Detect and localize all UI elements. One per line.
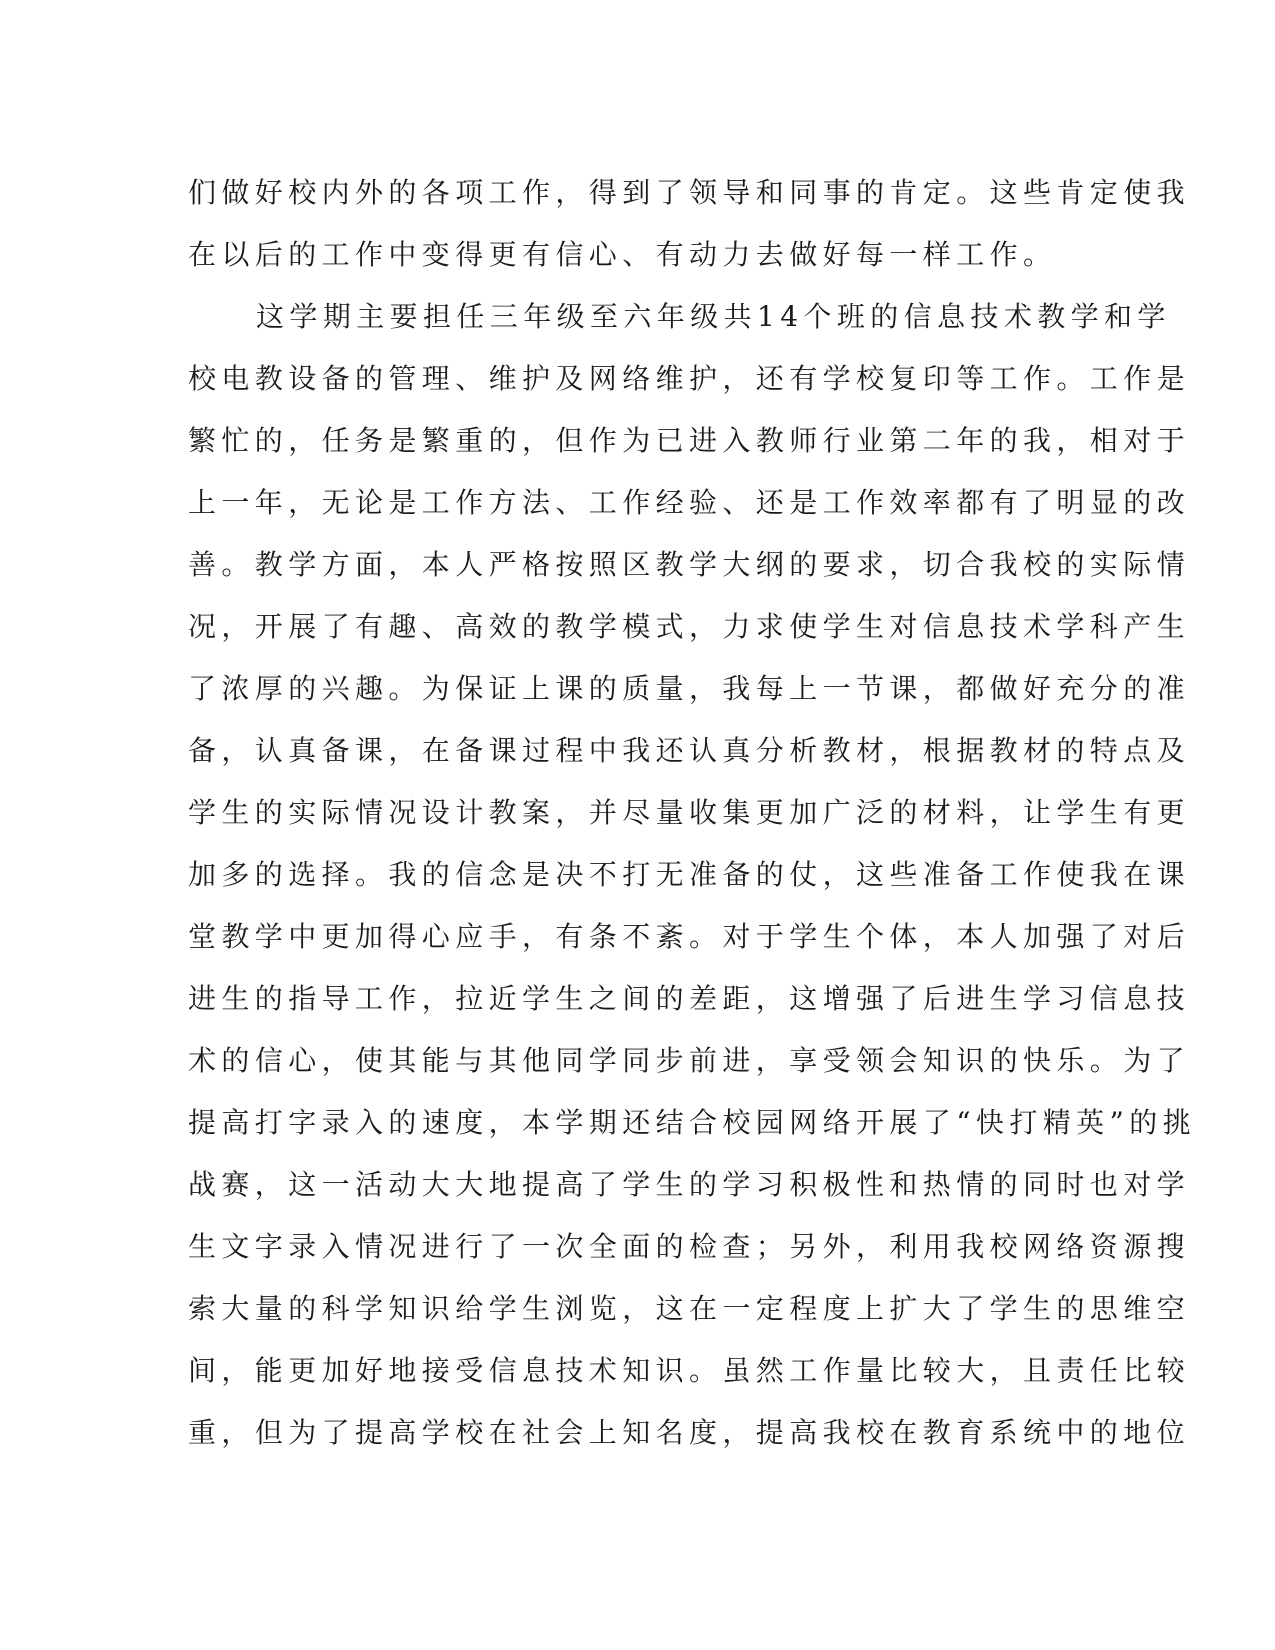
- text-line: 上一年，无论是工作方法、工作经验、还是工作效率都有了明显的改: [188, 486, 1191, 519]
- text-line: 们做好校内外的各项工作，得到了领导和同事的肯定。这些肯定使我: [188, 176, 1191, 209]
- text-line: 学生的实际情况设计教案，并尽量收集更加广泛的材料，让学生有更: [188, 796, 1191, 829]
- text-line: 备，认真备课，在备课过程中我还认真分析教材，根据教材的特点及: [188, 734, 1191, 767]
- text-line: 堂教学中更加得心应手，有条不紊。对于学生个体，本人加强了对后: [188, 920, 1191, 953]
- body-text: [188, 162, 1197, 1464]
- text-line: 索大量的科学知识给学生浏览，这在一定程度上扩大了学生的思维空: [188, 1292, 1191, 1325]
- text-line: 加多的选择。我的信念是决不打无准备的仗，这些准备工作使我在课: [188, 858, 1191, 891]
- text-line: 了浓厚的兴趣。为保证上课的质量，我每上一节课，都做好充分的准: [188, 672, 1191, 705]
- text-line: 善。教学方面，本人严格按照区教学大纲的要求，切合我校的实际情: [188, 548, 1191, 581]
- text-line: 提高打字录入的速度，本学期还结合校园网络开展了“快打精英”的挑: [188, 1106, 1197, 1139]
- text-line: 繁忙的，任务是繁重的，但作为已进入教师行业第二年的我，相对于: [188, 424, 1191, 457]
- text-line: 重，但为了提高学校在社会上知名度，提高我校在教育系统中的地位: [188, 1416, 1191, 1449]
- text-line: 校电教设备的管理、维护及网络维护，还有学校复印等工作。工作是: [188, 362, 1191, 395]
- text-line: 间，能更加好地接受信息技术知识。虽然工作量比较大，且责任比较: [188, 1354, 1191, 1387]
- text-line: 战赛，这一活动大大地提高了学生的学习积极性和热情的同时也对学: [188, 1168, 1191, 1201]
- text-line: 在以后的工作中变得更有信心、有动力去做好每一样工作。: [188, 238, 1057, 271]
- paragraph-start-line: 这学期主要担任三年级至六年级共14个班的信息技术教学和学: [256, 300, 1171, 333]
- text-line: 况，开展了有趣、高效的教学模式，力求使学生对信息技术学科产生: [188, 610, 1191, 643]
- text-line: 术的信心，使其能与其他同学同步前进，享受领会知识的快乐。为了: [188, 1044, 1191, 1077]
- text-line: 进生的指导工作，拉近学生之间的差距，这增强了后进生学习信息技: [188, 982, 1191, 1015]
- text-line: 生文字录入情况进行了一次全面的检查；另外，利用我校网络资源搜: [188, 1230, 1191, 1263]
